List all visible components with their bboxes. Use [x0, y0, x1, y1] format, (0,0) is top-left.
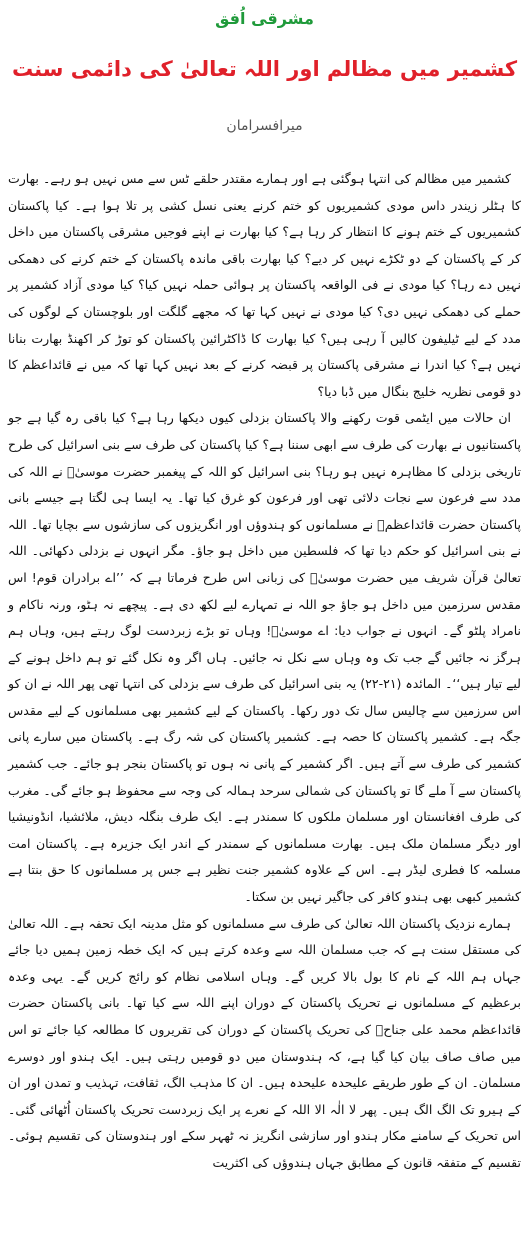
column-name: مشرقی اُفق [215, 9, 314, 28]
paragraph: ہمارے نزدیک پاکستان اللہ تعالیٰ کی طرف سے مسلمانوں کو مثل مدینہ ایک تحفہ ہے۔ اللہ تعالیٰ کی مستقل سنت ہے کہ جب مسلمان اللہ سے وعدہ کرتے ہیں کہ ایک خطہ زمین ہمیں دیا جائے جہاں ہم اللہ کے نام کا بول بالا کریں گے۔ وہاں اسلامی نظام کو رائج کریں گے۔ یہی وعدہ برعظیم کے مسلمانوں نے تحریک پاکستان کے دوران اپنے اللہ سے کیا تھا۔ بانی پاکستان حضرت قائداعظم محمد علی جناحؒ کی تحریک پاکستان کے دوران کی تقریروں کا مطالعہ کیا جائے تو اس میں صاف صاف بیان کیا گیا ہے، کہ ہندوستان میں دو قومیں رہتی ہیں۔ ایک ہندو اور دوسرے مسلمان۔ ان کے طور طریقے علیحدہ علیحدہ ہیں۔ ان کا مذہب الگ، ثقافت، تہذیب و تمدن اور ان کے ہیرو تک الگ الگ ہیں۔ پھر لا الٰہ الا اللہ کے نعرے پر ایک زبردست تحریک پاکستان اُٹھائی گئی۔ اس تحریک کے سامنے مکار ہندو اور سازشی انگریز نہ ٹھہر سکے اور ہندوستان کی تقسیم ہوئی۔ تقسیم کے متفقہ قانون کے مطابق جہاں ہندوؤں کی اکثریت [8, 915, 521, 1170]
headline: کشمیر میں مظالم اور اللہ تعالیٰ کی دائمی سنت [11, 57, 518, 81]
author-byline: میرافسرامان [226, 118, 303, 134]
paragraph: کشمیر میں مظالم کی انتہا ہوگئی ہے اور ہمارے مقتدر حلقے ٹس سے مس نہیں ہو رہے۔ بھارت کا ہٹلر زیندر داس مودی کشمیریوں کو ختم کرنے یعنی نسل کشی پر تلا ہوا ہے۔ کیا پاکستان کشمیریوں کے ختم ہونے کا انتظار کر رہا ہے؟ کیا بھارت نے اپنے فوجیں مشرقی پاکستان میں داخل کر کے پاکستان کے دو ٹکڑے نہیں کر دیے؟ کیا بھارت باقی ماندہ پاکستان کے ختم کرنے کی دھمکی نہیں دے رہا؟ کیا مودی نے فی الواقعہ پاکستان پر ہوائی حملہ نہیں کیا؟ کیا مودی آزاد کشمیر پر حملے کی دھمکی نہیں دی؟ کیا مودی نے نہیں کہا تھا کہ مجھے گلگت اور بلوچستان کے لوگوں کی مدد کے لیے ٹیلیفون کالیں آ رہی ہیں؟ کیا بھارت کا ڈاکٹرائین پاکستان کو توڑ کر اکھنڈ بھارت بنانا نہیں ہے؟ کیا اندرا نے مشرقی پاکستان پر قبضہ کرنے کے بعد نہیں کہا تھا کہ میں نے قائداعظم کا دو قومی نظریہ خلیج بنگال میں ڈبا دیا؟ [8, 171, 521, 399]
article-body [8, 166, 521, 1177]
paragraph: ان حالات میں ایٹمی قوت رکھنے والا پاکستان بزدلی کیوں دیکھا رہا ہے؟ کیا باقی رہ گیا ہے جو پاکستانیوں نے بھارت کی طرف سے ابھی سننا ہے؟ کیا پاکستان کی طرف سے بنی اسرائیل کی طرح تاریخی بزدلی کا مظاہرہ نہیں ہو رہا؟ بنی اسرائیل کو اللہ کے پیغمبر حضرت موسیٰؑ نے اللہ کی مدد سے فرعون سے نجات دلائی تھی اور فرعون کو غرق کیا تھا۔ یہ ایسا ہی لگتا ہے جیسے بانی پاکستان حضرت قائداعظمؒ نے مسلمانوں کو ہندوؤں اور انگریزوں کی سازشوں سے بچایا تھا۔ اللہ نے بنی اسرائیل کو حکم دیا تھا کہ فلسطین میں داخل ہو جاؤ۔ مگر انہوں نے بزدلی دکھائی۔ اللہ تعالیٰ قرآن شریف میں حضرت موسیٰؑ کی زبانی اس طرح فرماتا ہے کہ ’’اے برادران قوم! اس مقدس سرزمین میں داخل ہو جاؤ جو اللہ نے تمہارے لیے لکھ دی ہے۔ پیچھے نہ ہٹو، ورنہ ناکام و نامراد پلٹو گے۔ انہوں نے جواب دیا: اے موسیٰؑ! وہاں تو بڑے زبردست لوگ رہتے ہیں، وہاں ہم ہرگز نہ جائیں گے جب تک وہ وہاں سے نکل نہ جائیں۔ ہاں اگر وہ نکل گئے تو ہم داخل ہونے کے لیے تیار ہیں‘‘۔ المائدہ (۲۱-۲۲) یہ بنی اسرائیل کی طرف سے بزدلی کی انتہا تھی پھر اللہ نے ان کو اس سرزمین سے چالیس سال تک دور رکھا۔ پاکستان کے لیے کشمیر بھی مسلمانوں کے لیے مقدس جگہ ہے۔ کشمیر پاکستان کا حصہ ہے۔ کشمیر پاکستان کی شہ رگ ہے۔ پاکستان میں سارے پانی کشمیر کی طرف سے آتے ہیں۔ اگر کشمیر کے پانی نہ ہوں تو پاکستان بنجر ہو جائے۔ جب کشمیر پاکستان سے آ ملے گا تو پاکستان کی شمالی سرحد ہمالہ کی وجہ سے محفوظ ہو جائے گی۔ مغرب کی طرف افغانستان اور مسلمان ملکوں کا سمندر ہے۔ ایک طرف بنگلہ دیش، ملائشیا، انڈونیشیا اور دیگر مسلمان ملک ہیں۔ بھارت مسلمانوں کے سمندر کے اندر ایک جزیرہ ہے۔ پاکستان امت مسلمہ کا فطری لیڈر ہے۔ اس کے علاوہ کشمیر جنت نظیر ہے جس پر مسلمانوں کا حق بنتا ہے کشمیر کبھی بھی ہندو کافر کی جاگیر نہیں بن سکتا۔ [8, 410, 521, 905]
